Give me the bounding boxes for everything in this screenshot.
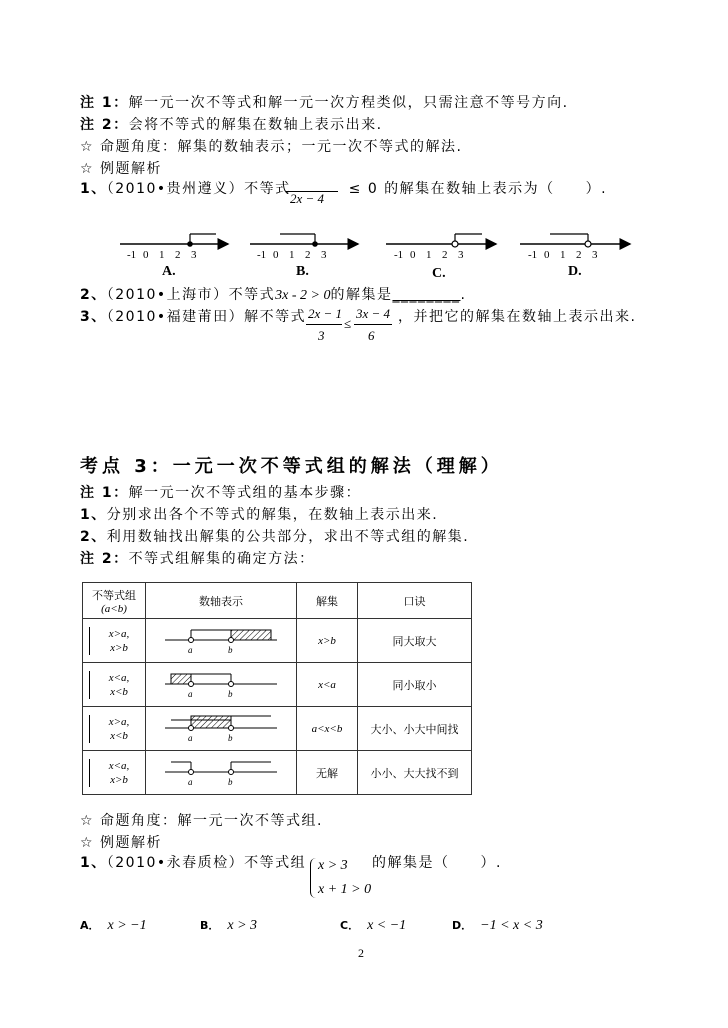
rule-cell: 小小、大大找不到 (358, 751, 472, 795)
rule-cell: 同小取小 (358, 663, 472, 707)
system-cell: x>a, x>b (83, 619, 146, 663)
table-row (83, 751, 472, 795)
tick-label: 2 (175, 249, 181, 261)
table-row (83, 619, 472, 663)
system-line-1: x > 3 (318, 858, 348, 873)
tick-label: -1 (394, 249, 404, 261)
section-3-note-2: 注 2：不等式组解集的确定方法： (80, 551, 315, 567)
fraction-left-bar (306, 324, 342, 325)
proposition-angle-1: ☆ 命题角度：解集的数轴表示；一元一次不等式的解法. (80, 139, 463, 155)
svg-text:b: b (228, 777, 233, 787)
tick-label: 0 (410, 249, 416, 261)
solution-set-table (82, 582, 472, 795)
header-rule: 口诀 (358, 583, 472, 619)
star-icon: ☆ (80, 835, 95, 851)
system-cell: x<a, x<b (83, 663, 146, 707)
tick-label: 0 (544, 249, 550, 261)
table-number-line-1 (161, 622, 281, 656)
system-brace (310, 858, 317, 898)
system-cell: x>a, x<b (83, 707, 146, 751)
solution-cell: x<a (297, 663, 358, 707)
section-3-step-2: 2、利用数轴找出解集的公共部分，求出不等式组的解集. (80, 529, 470, 545)
svg-text:b: b (228, 645, 233, 655)
number-line-a (120, 234, 228, 247)
tick-label: 2 (442, 249, 448, 261)
tick-label: -1 (127, 249, 137, 261)
question-4-tail: 的解集是（ ）. (372, 855, 502, 871)
header-solution: 解集 (297, 583, 358, 619)
tick-label: -1 (257, 249, 267, 261)
tick-label: 0 (273, 249, 279, 261)
number-line-options (110, 228, 640, 280)
system-cell: x<a, x>b (83, 751, 146, 795)
fraction-right-bar (354, 324, 392, 325)
tick-label: 1 (159, 249, 165, 261)
rule-cell: 大小、小大中间找 (358, 707, 472, 751)
number-line-cell (146, 663, 297, 707)
svg-text:b: b (228, 733, 233, 743)
tick-label: -1 (528, 249, 538, 261)
fraction-bar (286, 191, 338, 192)
svg-text:a: a (188, 777, 193, 787)
star-icon: ☆ (80, 813, 95, 829)
note-2: 注 2：会将不等式的解集在数轴上表示出来. (80, 117, 383, 133)
fraction-denominator: 2x − 4 (290, 191, 325, 206)
tick-label: 0 (143, 249, 149, 261)
table-row (83, 707, 472, 751)
solution-cell: a<x<b (297, 707, 358, 751)
tick-label: 3 (191, 249, 197, 261)
tick-label: 2 (305, 249, 311, 261)
proposition-angle-2: ☆ 命题角度：解一元一次不等式组. (80, 813, 323, 829)
tick-label: 3 (321, 249, 327, 261)
svg-text:a: a (188, 689, 193, 699)
star-icon: ☆ (80, 139, 95, 155)
header-system: 不等式组 (a<b) (83, 583, 146, 619)
example-heading-1: ☆ 例题解析 (80, 161, 163, 177)
page-number: 2 (358, 946, 364, 960)
table-header-row (83, 583, 472, 619)
question-3: 3、（2010•福建莆田）解不等式 (80, 309, 307, 325)
option-c-label: C. (432, 266, 446, 281)
number-line-b (250, 234, 358, 247)
choice-c[interactable]: C． x < −1 (340, 918, 407, 933)
example-heading-2: ☆ 例题解析 (80, 835, 163, 851)
svg-text:a: a (188, 733, 193, 743)
fraction-right-numerator: 3x − 4 (356, 306, 391, 321)
fraction-right-denominator: 6 (368, 328, 375, 343)
system-line-2: x + 1 > 0 (318, 882, 372, 897)
option-a-label: A. (162, 264, 176, 279)
tick-label: 3 (592, 249, 598, 261)
tick-label: 2 (576, 249, 582, 261)
table-number-line-3 (161, 710, 281, 744)
number-line-c (386, 234, 496, 247)
note-1: 注 1：解一元一次不等式和解一元一次方程类似，只需注意不等号方向. (80, 95, 569, 111)
choice-d[interactable]: D． −1 < x < 3 (452, 918, 543, 933)
question-1: 1、（2010•贵州遵义）不等式 ≤ 0 的解集在数轴上表示为（ ）. (80, 181, 608, 197)
tick-label: 1 (426, 249, 432, 261)
svg-text:a: a (188, 645, 193, 655)
choice-a[interactable]: A． x > −1 (80, 918, 147, 933)
question-4: 1、（2010•永春质检）不等式组 (80, 855, 307, 871)
question-3-tail: ，并把它的解集在数轴上表示出来. (398, 309, 637, 325)
choice-b[interactable]: B． x > 3 (200, 918, 258, 933)
question-2: 2、（2010•上海市）不等式3x - 2 > 0的解集是________. (80, 287, 467, 303)
svg-text:b: b (228, 689, 233, 699)
fraction-left-denominator: 3 (318, 328, 325, 343)
table-number-line-4 (161, 754, 281, 788)
rule-cell: 同大取大 (358, 619, 472, 663)
solution-cell: 无解 (297, 751, 358, 795)
number-line-d (520, 234, 630, 247)
tick-label: 1 (560, 249, 566, 261)
table-row (83, 663, 472, 707)
number-line-cell (146, 751, 297, 795)
section-title: 考点 3：一元一次不等式组的解法（理解） (80, 456, 503, 477)
number-line-cell (146, 707, 297, 751)
tick-label: 3 (458, 249, 464, 261)
star-icon: ☆ (80, 161, 95, 177)
solution-cell: x>b (297, 619, 358, 663)
section-3-note-1: 注 1：解一元一次不等式组的基本步骤： (80, 485, 362, 501)
number-line-cell (146, 619, 297, 663)
fraction-left-numerator: 2x − 1 (308, 306, 343, 321)
option-b-label: B. (296, 264, 309, 279)
table-number-line-2 (161, 666, 281, 700)
option-d-label: D. (568, 264, 582, 279)
relation-sign: ≤ (344, 316, 352, 331)
tick-label: 1 (289, 249, 295, 261)
header-number-line: 数轴表示 (146, 583, 297, 619)
section-3-step-1: 1、分别求出各个不等式的解集，在数轴上表示出来. (80, 507, 439, 523)
